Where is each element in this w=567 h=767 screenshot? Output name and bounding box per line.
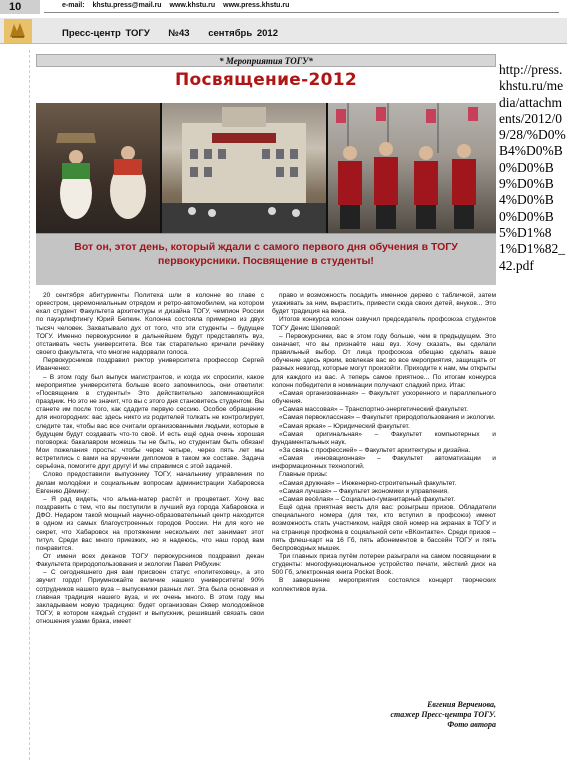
page-edge	[0, 50, 30, 760]
paragraph: «Самая инновационная» – Факультет автоматизации и информационных технологий.	[272, 455, 496, 471]
paragraph: «Самая дружная» – Инженерно-строительный факультет.	[279, 479, 457, 487]
pdf-url-overlay[interactable]: http://press.khstu.ru/media/attachments/2012/09/28/%D0%B4%D0%B0%D0%B9%D0%B4%D0%B0%D0%B5%D1%81%D1%82_42.pdf	[499, 62, 566, 273]
paragraph: «Самая массовая» – Транспортно-энергетический факультет.	[279, 406, 468, 414]
site-link[interactable]: www.khstu.ru	[169, 2, 216, 9]
press-site-link[interactable]: www.press.khstu.ru	[223, 2, 290, 9]
paragraph: – С сегодняшнего дня вам присвоен статус «политеховец», а это звучит гордо! Приумножайте величие нашего университета! 90% сотрудников нашего вуза – выпускники разных лет. Эта была основная и главная традиция нашего вуза, и их очень много. В этом году мы закладываем новую традицию: будет организован Сквер молодожёнов ТОГУ, в котором каждый студент и выпускник, решивший связать свои отношения узами брака, имеет	[36, 569, 264, 626]
top-links	[62, 2, 289, 9]
paragraph: «Самая лучшая» – Факультет экономики и управления.	[279, 487, 449, 495]
dancers-photo	[36, 103, 160, 233]
paragraph: В завершение мероприятия состоялся концерт творческих коллективов вуза.	[272, 577, 496, 593]
top-rule	[44, 12, 559, 13]
paragraph: – Первокурсники, вас в этом году больше, чем в предыдущем. Это означает, что вы признаёте наш вуз. Хочу сказать, вы сделали правильный выбор. От лица профсоюза обещаю сделать ваше обучение здесь ярким, вовлекая вас во все мероприятия, защищать от разных невзгод, которые могут произойти. Приходите к нам, мы открыты для каждого из вас. А теперь самое приятное... По итогам конкурса колонн победители в номинации получают сладкий приз. Итак:	[272, 332, 496, 389]
article-column-1	[36, 292, 264, 754]
paragraph: право и возможность посадить именное дерево с табличкой, затем ухаживать за ним, вырастить, привести сюда своих детей, внуков... Это будет традиция на века.	[272, 292, 496, 316]
lead-text: Вот он, этот день, который ждали с самого первого дня обучения в ТОГУ первокурсники. Посвящение в студенты!	[74, 241, 458, 267]
paragraph: «Самая первокласcная» – Факультет природопользования и экологии.	[279, 414, 496, 422]
paragraph: 20 сентября абитуриенты Политеха шли в колонне во главе с оркестром, церемониальным отрядом и ретро-автомобилем, на котором ехал студент Факультета архитектуры и дизайна ТОГУ, чемпион России по пауэрлифтингу Юрий Белкин. Колонна состояла примерно из двух тысяч человек. Захватывало дух от того, что эти студенты – будущее ТОГУ. Именно первокурсники в дальнейшем будут представлять вуз, отстаивать честь университета. Все так старательно кричали речёвку своего факультета, что многие надорвали голоса.	[36, 292, 264, 357]
article-title: Посвящение-2012	[174, 70, 358, 90]
paragraph: «Самая яркая» – Юридический факультет.	[279, 422, 410, 430]
author-name: Евгения Верченова,	[427, 700, 496, 709]
author-role: стажер Пресс-центра ТОГУ.	[390, 710, 496, 719]
article-column-2	[272, 292, 496, 682]
paragraph: «Самая весёлая» – Социально-гуманитарный факультет.	[279, 495, 456, 503]
header-text	[62, 28, 292, 39]
author-signature	[272, 700, 496, 730]
paragraph: «Самая оригинальная» – Факультет компьютерных и фундаментальных наук.	[272, 430, 496, 446]
paragraph: От имени всех деканов ТОГУ первокурсников поздравил декан Факультета природопользования и экологии Павел Рябухин:	[36, 553, 264, 569]
paragraph: Слово предоставили выпускнику ТОГУ, начальнику управления по делам молодёжи и социальным вопросам администрации Хабаровска Евгению Дёмину:	[36, 471, 264, 495]
paragraph: Главные призы:	[279, 471, 328, 479]
photo-credit: Фото автора	[447, 720, 496, 729]
page-number: 10	[0, 0, 40, 14]
paragraph: Три главных приза путём лотереи разыграли на самом посвящении в студенты: многофункциональное устройство печати, жёсткий диск на 500 Гб, электронная книга Pocket Book.	[272, 553, 496, 577]
paragraph: Итогов конкурса колонн озвучил председатель профсоюза студентов ТОГУ Денис Шелевой:	[272, 316, 496, 332]
publisher-name: Пресс-центр ТОГУ	[62, 28, 150, 39]
paragraph: «За связь с профессией» – Факультет архитектуры и дизайна.	[279, 446, 471, 454]
rubric-label: * Мероприятия ТОГУ*	[36, 54, 496, 67]
university-logo-icon	[4, 19, 32, 43]
students-photo	[328, 103, 496, 233]
issue-date: сентябрь 2012	[208, 28, 278, 39]
paragraph: «Самая организованная» – Факультет ускоренного и параллельного обучения.	[272, 389, 496, 406]
paragraph: Первокурсников поздравил ректор университета профессор Сергей Иванченко:	[36, 357, 264, 373]
issue-number: №43	[168, 28, 190, 39]
paragraph: – Я рад видеть, что альма-матер растёт и процветает. Хочу вас поздравить с тем, что вы поступили в лучший вуз города Хабаровска и ДФО. Недаром такой мощный научно-образовательный центр находится в одном из самых благоустроенных городов России. Ни для кого не секрет, что Хабаровск на протяжении нескольких лет занимает этот титул. Среди вас много приезжих, но я надеюсь, что наш город вам понравится.	[36, 495, 264, 552]
email-link[interactable]: e-mail: khstu.press@mail.ru	[62, 2, 162, 9]
university-building-photo	[162, 103, 326, 233]
paragraph: – В этом году был выпуск магистрантов, и когда их спросили, какое мероприятие университета больше всего запомнилось, они ответили: «Посвящение в студенты!» Это действительно запоминающийся праздник. Но это не значит, что вы с этого дня становитесь студентом. Вы станете им после того, как сдадите первую сессию. Особое обращение для иногородних: вас здесь никто из родителей толкать не контролирует, следите так, чтобы вас все считали организованными людьми, которые в будущем будут создавать что-то своё. И есть ещё одна очень хорошая поговорка: бакалавром можешь ты не быть, но студентам быть обязан! Мои пожелания просты: чтобы через четыре, через пять лет мы встретились с вами на вручении дипломов в таком же составе. Задача серьёзна, помогите друг другу! И мы справимся с этой задачей.	[36, 373, 264, 471]
paragraph: Ещё одна приятная весть для вас: розыгрыш призов. Обладатели специального номера (для тех, кто вступил в профсоюз) имеют возможность стать участником, найдя свой номер на экранах в ТОГУ и на странице профкома в социальной сети «ВКонтакте». Среди призов – пять флеш-карт на 16 Гб, пять абонементов в бассейн ТОГУ и пять беспроводных мышек.	[272, 504, 496, 552]
